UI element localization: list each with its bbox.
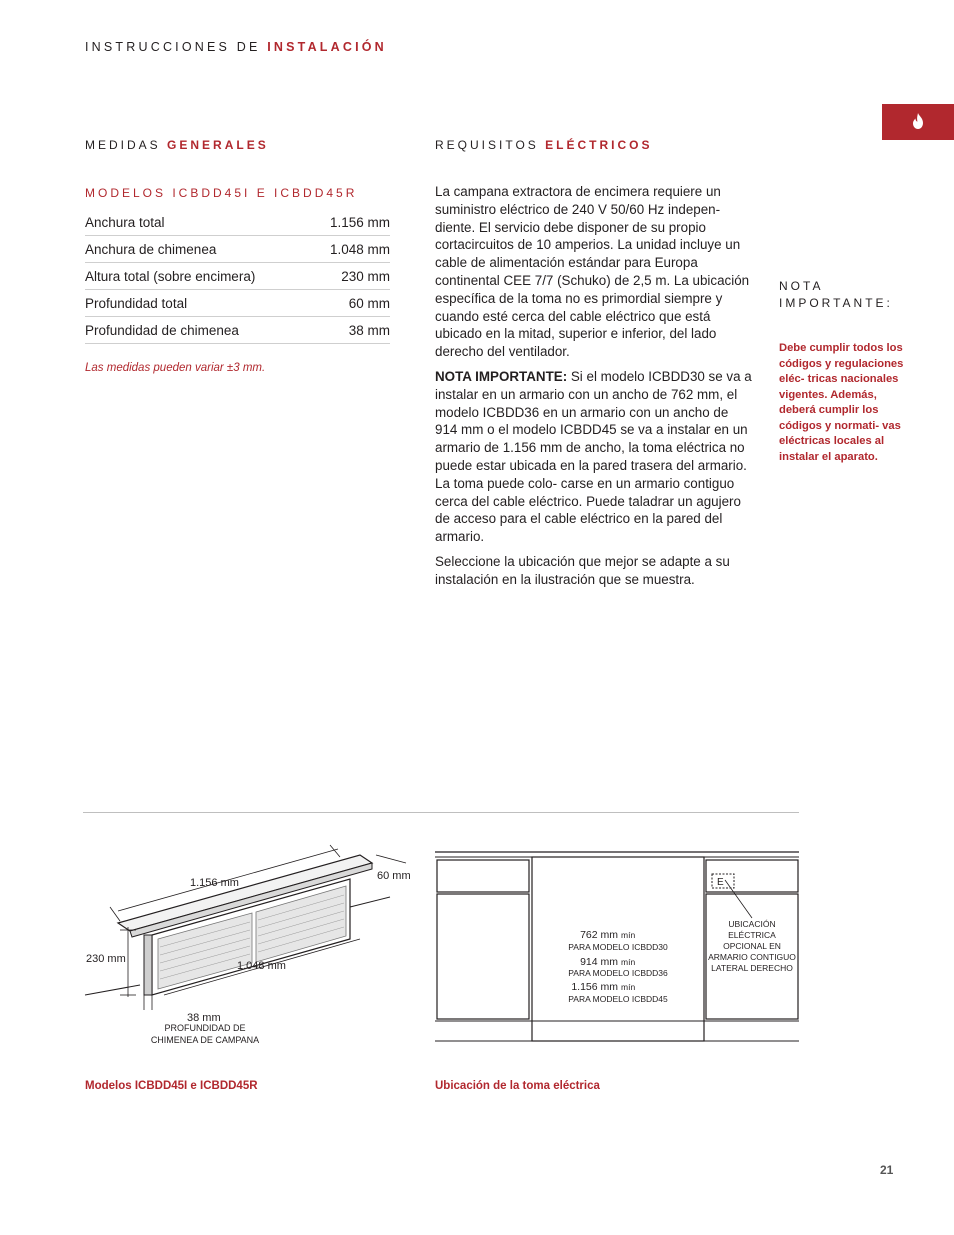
page-number: 21 <box>880 1163 894 1177</box>
outlet-leader-line <box>725 880 752 918</box>
row-value: 1.156 mm <box>311 209 390 236</box>
models-title: MODELOS ICBDD45I E ICBDD45R <box>85 186 358 200</box>
w1-min: mín <box>621 930 636 940</box>
header-highlight: INSTALACIÓN <box>267 40 387 54</box>
w1-label: 762 mm <box>580 929 618 941</box>
row-label: Anchura de chimenea <box>85 236 311 263</box>
important-text: Si el modelo ICBDD30 se va a instalar en un armario con un ancho de 762 mm, el modelo ICBDD36 en un armario con un ancho de 914 mm o el modelo ICBDD45 se va a instalar en un armario de 1.156 mm de ancho, la toma eléctrica no puede estar ubicada en la pared trasera del armario. La toma puede colo- carse en un armario contiguo cerca del cable eléctrico. Puede taladrar un agujero de acceso para el cable eléctrico en la pared del armario. <box>435 368 752 545</box>
medidas-title-highlight: GENERALES <box>167 138 269 152</box>
row-label: Anchura total <box>85 209 311 236</box>
left-drawer <box>437 860 529 892</box>
label-chimney-depth: 38 mm <box>187 1012 221 1024</box>
w3-label: 1.156 mm <box>571 981 618 993</box>
label-chimney: 1.048 mm <box>237 960 286 972</box>
table-row <box>85 209 390 236</box>
left-door <box>437 894 529 1019</box>
w2-label: 914 mm <box>580 956 618 968</box>
label-chimney-depth-line2: CHIMENEA DE CAMPANA <box>150 1035 260 1045</box>
header-prefix: INSTRUCCIONES DE <box>85 40 261 54</box>
nota-title-line1: NOTA <box>779 279 824 293</box>
row-value: 60 mm <box>311 290 390 317</box>
figure2-caption: Ubicación de la toma eléctrica <box>435 1080 600 1092</box>
row-label: Altura total (sobre encimera) <box>85 263 311 290</box>
requisitos-title-prefix: REQUISITOS <box>435 138 539 152</box>
requisitos-title-highlight: ELÉCTRICOS <box>545 138 653 152</box>
paragraph-important <box>435 368 753 546</box>
w2-model: PARA MODELO ICBDD36 <box>568 968 668 978</box>
depth-dim-line <box>376 855 406 863</box>
flame-icon <box>912 113 924 129</box>
dimensions-table <box>85 209 390 344</box>
outlet-location-figure <box>435 850 801 1045</box>
divider <box>83 812 799 813</box>
side-label-4: ARMARIO CONTIGUO <box>708 952 796 962</box>
table-row <box>85 236 390 263</box>
outlet-letter: E <box>717 877 724 888</box>
w1-model: PARA MODELO ICBDD30 <box>568 942 668 952</box>
w2-min: mín <box>621 957 636 967</box>
figure1-caption: Modelos ICBDD45I e ICBDD45R <box>85 1080 258 1092</box>
row-value: 230 mm <box>311 263 390 290</box>
nota-title-line2: IMPORTANTE: <box>779 296 893 310</box>
label-chimney-depth-line1: PROFUNDIDAD DE <box>164 1023 246 1033</box>
side-label-1: UBICACIÓN <box>728 919 776 929</box>
label-width: 1.156 mm <box>190 877 239 889</box>
medidas-title-prefix: MEDIDAS <box>85 138 161 152</box>
row-value: 1.048 mm <box>311 236 390 263</box>
important-label: NOTA IMPORTANTE: <box>435 368 568 384</box>
page-header <box>85 40 387 54</box>
section-tab <box>882 104 954 140</box>
row-value: 38 mm <box>311 317 390 344</box>
side-label-5: LATERAL DERECHO <box>711 963 793 973</box>
hood-dimensions-figure <box>80 835 430 1055</box>
row-label: Profundidad total <box>85 290 311 317</box>
side-label-3: OPCIONAL EN <box>723 941 781 951</box>
nota-title <box>779 278 909 312</box>
hood-side <box>144 935 152 995</box>
tolerance-note: Las medidas pueden variar ±3 mm. <box>85 362 266 374</box>
countertop-line <box>85 985 140 995</box>
label-height: 230 mm <box>86 953 126 965</box>
w3-model: PARA MODELO ICBDD45 <box>568 994 668 1004</box>
table-row <box>85 263 390 290</box>
table-row <box>85 317 390 344</box>
medidas-title <box>85 138 269 152</box>
paragraph: Seleccione la ubicación que mejor se adapte a su instalación en la ilustración que se muestra. <box>435 553 730 587</box>
countertop-line <box>350 897 390 907</box>
table-row <box>85 290 390 317</box>
row-label: Profundidad de chimenea <box>85 317 311 344</box>
requisitos-title <box>435 138 652 152</box>
label-depth: 60 mm <box>377 870 411 882</box>
requisitos-body <box>435 183 753 596</box>
nota-text: Debe cumplir todos los códigos y regulaciones eléc- tricas nacionales vigentes. Además, deberá cumplir los códigos y normati- vas eléctricas locales al instalar el aparato. <box>779 342 904 463</box>
w3-min: mín <box>621 982 636 992</box>
side-label-2: ELÉCTRICA <box>728 930 776 940</box>
paragraph: La campana extractora de encimera requiere un suministro eléctrico de 240 V 50/60 Hz indepen- diente. El servicio debe disponer de su propio cortacircuitos de 10 amperios. La unidad incluye un cable de alimentación estándar para Europa continental CEE 7/7 (Schuko) de 2,5 m. La ubicación específica de la toma no es primordial siempre y cuando esté cerca del cable eléctrico que está ubicado en la mitad, superior e inferior, del lado derecho del ventilador. <box>435 184 750 360</box>
